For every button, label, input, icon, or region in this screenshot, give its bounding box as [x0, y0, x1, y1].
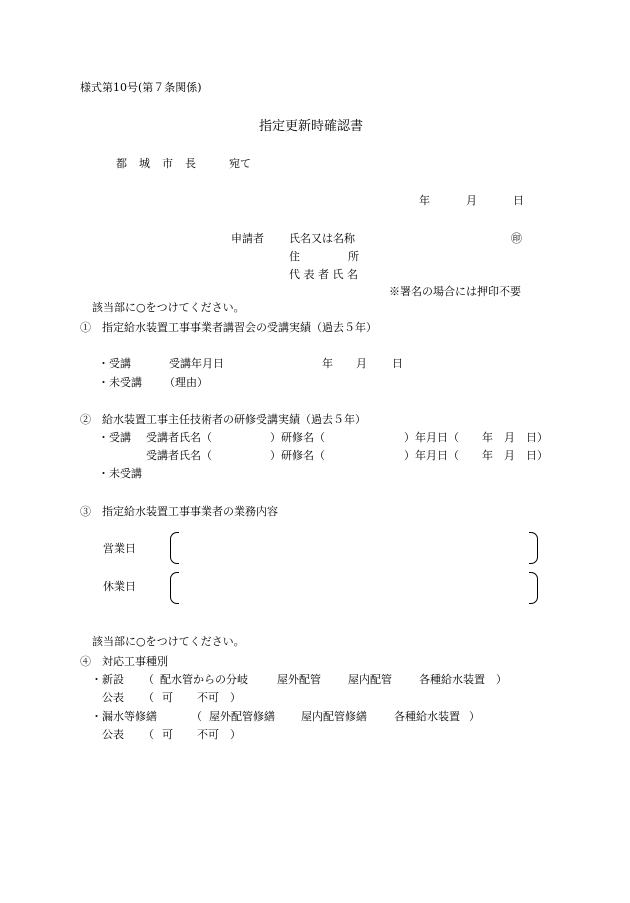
section-4-heading: ④ 対応工事種別	[80, 655, 168, 668]
business-days-bracket-left	[170, 532, 179, 564]
publish-yes-2: 可	[162, 728, 173, 741]
s2-attended-option: ・受講	[98, 431, 131, 444]
s2-row1-course-label: ）研修名（	[270, 431, 325, 444]
address-label-char-1: 住	[289, 250, 300, 263]
form-number: 様式第10号(第７条関係)	[80, 81, 202, 94]
new-open-paren: （	[143, 673, 154, 686]
new-option-devices: 各種給水装置	[419, 673, 485, 686]
publish-no-1: 不可	[197, 691, 219, 704]
date-year-label: 年	[419, 194, 430, 207]
publish-open-paren-2: （	[143, 728, 154, 741]
publish-no-2: 不可	[197, 728, 219, 741]
publish-yes-1: 可	[162, 691, 173, 704]
repair-option-indoor: 屋内配管修繕	[301, 710, 367, 723]
business-days-label: 営業日	[103, 542, 136, 555]
s1-attended-option: ・受講	[98, 357, 131, 370]
addressee-char-3: 市	[162, 157, 173, 170]
instruction-2: 該当部に○をつけてください。	[92, 635, 245, 648]
new-option-branch: 配水管からの分岐	[160, 673, 248, 686]
s2-row1-date-units: 年 月 日）	[482, 431, 548, 444]
s2-not-attended-option: ・未受講	[98, 467, 142, 480]
holidays-label: 休業日	[103, 580, 136, 593]
addressee-suffix: 宛て	[229, 157, 251, 170]
addressee-char-4: 長	[185, 157, 196, 170]
s2-row1-date-label: ）年月日（	[404, 431, 459, 444]
s2-row1-name-label: 受講者氏名（	[146, 431, 212, 444]
instruction-1: 該当部に○をつけてください。	[92, 301, 245, 314]
repair-close-paren: ）	[469, 710, 480, 723]
section-1-heading: ① 指定給水装置工事事業者講習会の受講実績（過去５年）	[80, 321, 377, 334]
addressee-char-2: 城	[139, 157, 150, 170]
business-days-bracket-right	[529, 532, 538, 564]
document-title: 指定更新時確認書	[259, 119, 364, 134]
applicant-label: 申請者	[231, 232, 264, 245]
s1-year-label: 年	[322, 357, 333, 370]
signature-note: ※署名の場合には押印不要	[389, 285, 521, 298]
s2-row2-date-units: 年 月 日）	[482, 449, 548, 462]
new-construction-label: ・新設	[91, 673, 124, 686]
seal-mark: ㊞	[511, 232, 522, 245]
s1-reason-label: （理由）	[164, 376, 208, 389]
repair-option-devices: 各種給水装置	[394, 710, 460, 723]
representative-label: 代 表 者 氏 名	[289, 268, 358, 281]
publish-label-1: 公表	[102, 691, 124, 704]
s2-row2-date-label: ）年月日（	[404, 449, 459, 462]
s1-attended-date-label: 受講年月日	[169, 357, 224, 370]
leak-repair-label: ・漏水等修繕	[91, 710, 157, 723]
s1-month-label: 月	[356, 357, 367, 370]
s2-row2-name-label: 受講者氏名（	[146, 449, 212, 462]
new-option-indoor: 屋内配管	[348, 673, 392, 686]
applicant-name-label: 氏名又は名称	[289, 232, 355, 245]
s1-not-attended-option: ・未受講	[98, 376, 142, 389]
s1-day-label: 日	[392, 357, 403, 370]
section-3-heading: ③ 指定給水装置工事事業者の業務内容	[80, 505, 278, 518]
new-close-paren: ）	[496, 673, 507, 686]
date-month-label: 月	[466, 194, 477, 207]
address-label-char-2: 所	[348, 250, 359, 263]
publish-label-2: 公表	[102, 728, 124, 741]
date-day-label: 日	[513, 194, 524, 207]
publish-close-paren-2: ）	[230, 728, 241, 741]
holidays-bracket-left	[170, 572, 179, 604]
repair-open-paren: （	[191, 710, 202, 723]
addressee-char-1: 都	[116, 157, 127, 170]
s2-row2-course-label: ）研修名（	[270, 449, 325, 462]
publish-open-paren-1: （	[143, 691, 154, 704]
publish-close-paren-1: ）	[230, 691, 241, 704]
repair-option-outdoor: 屋外配管修繕	[209, 710, 275, 723]
section-2-heading: ② 給水装置工事主任技術者の研修受講実績（過去５年）	[80, 413, 366, 426]
holidays-bracket-right	[529, 572, 538, 604]
new-option-outdoor: 屋外配管	[277, 673, 321, 686]
